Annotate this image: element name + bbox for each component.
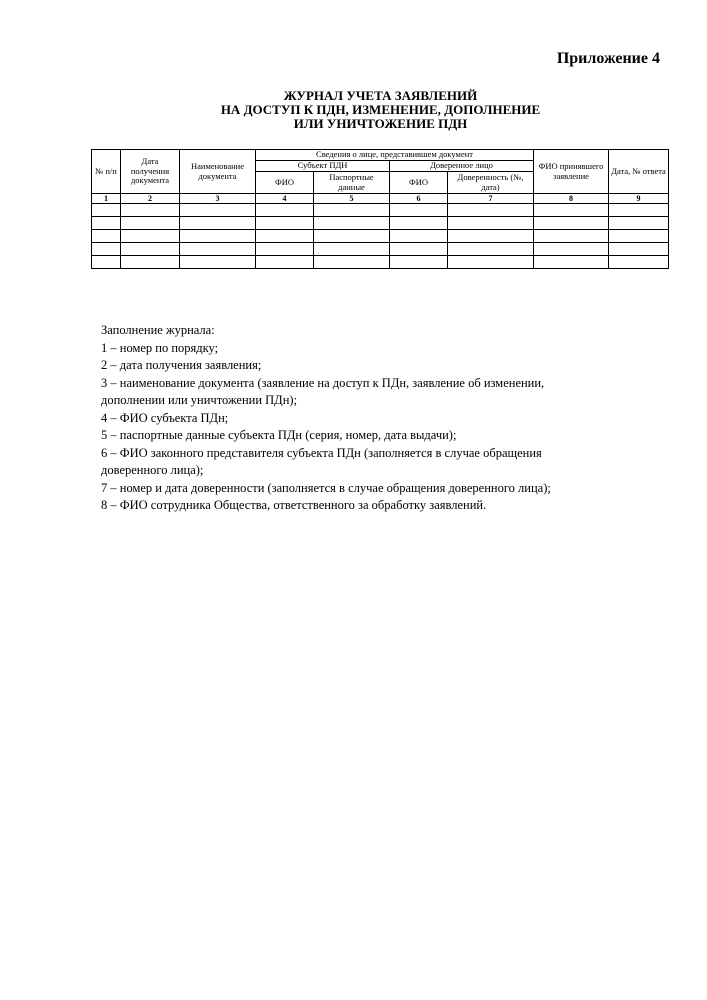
header-trustee-group: Доверенное лицо xyxy=(390,161,534,172)
instruction-line: дополнении или уничтожении ПДн); xyxy=(101,393,298,407)
header-trustee-proxy: Доверенность (№, дата) xyxy=(448,172,534,194)
header-subject-passport: Паспортные данные xyxy=(314,172,390,194)
column-number: 2 xyxy=(121,194,180,204)
column-number: 7 xyxy=(448,194,534,204)
table-row xyxy=(92,256,669,269)
column-number: 6 xyxy=(390,194,448,204)
header-subject-group: Субъект ПДН xyxy=(256,161,390,172)
column-number: 5 xyxy=(314,194,390,204)
title-line: ЖУРНАЛ УЧЕТА ЗАЯВЛЕНИЙ xyxy=(283,88,478,103)
appendix-label: Приложение 4 xyxy=(556,50,660,67)
instruction-line: 5 – паспортные данные субъекта ПДн (серия, номер, дата выдачи); xyxy=(101,428,457,442)
header-person-group: Сведения о лице, представившем документ xyxy=(256,150,534,161)
header-answer: Дата, № ответа xyxy=(609,150,669,194)
header-trustee-fio: ФИО xyxy=(390,172,448,194)
column-number: 9 xyxy=(609,194,669,204)
header-subject-fio: ФИО xyxy=(256,172,314,194)
title-line: НА ДОСТУП К ПДН, ИЗМЕНЕНИЕ, ДОПОЛНЕНИЕ xyxy=(220,102,541,117)
column-number: 3 xyxy=(180,194,256,204)
header-date: Дата получения документа xyxy=(121,150,180,194)
table-row xyxy=(92,217,669,230)
instruction-line: 1 – номер по порядку; xyxy=(101,340,219,355)
journal-table xyxy=(91,149,669,269)
column-number: 8 xyxy=(534,194,609,204)
header-receiver: ФИО принявшего заявление xyxy=(534,150,609,194)
instruction-line: Заполнение журнала: xyxy=(101,323,215,337)
title-line: ИЛИ УНИЧТОЖЕНИЕ ПДН xyxy=(293,116,468,131)
table-row xyxy=(92,204,669,217)
filling-instructions xyxy=(101,322,641,515)
instruction-line: 6 – ФИО законного представителя субъекта ПДн (заполняется в случае обращения xyxy=(101,445,542,460)
instruction-line: 8 – ФИО сотрудника Общества, ответственного за обработку заявлений. xyxy=(101,498,487,512)
column-number: 4 xyxy=(256,194,314,204)
header-num: № п/п xyxy=(92,150,121,194)
instruction-line: 3 – наименование документа (заявление на доступ к ПДн, заявление об изменении, xyxy=(101,375,545,390)
table-row xyxy=(92,243,669,256)
instruction-line: доверенного лица); xyxy=(101,463,204,477)
document-title xyxy=(93,89,668,131)
header-docname: Наименование документа xyxy=(180,150,256,194)
table-row xyxy=(92,230,669,243)
instruction-line: 4 – ФИО субъекта ПДн; xyxy=(101,410,229,425)
column-number: 1 xyxy=(92,194,121,204)
instruction-line: 2 – дата получения заявления; xyxy=(101,358,262,372)
instruction-line: 7 – номер и дата доверенности (заполняется в случае обращения доверенного лица); xyxy=(101,480,551,495)
